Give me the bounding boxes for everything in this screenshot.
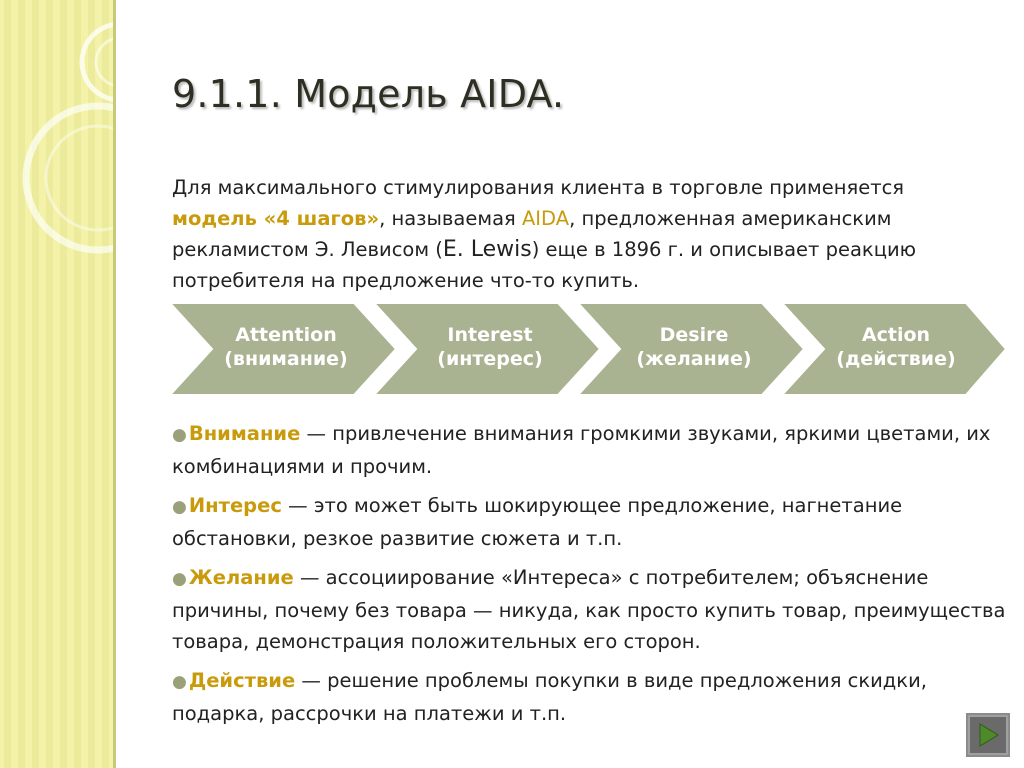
intro-text-1: Для максимального стимулирования клиента в торговле применяется — [172, 176, 905, 199]
chevron-interest — [374, 303, 600, 395]
decorative-circles — [0, 0, 113, 768]
chevron-attention — [170, 303, 396, 395]
bullet-dot-icon: ● — [172, 425, 187, 445]
play-arrow-icon — [974, 721, 1002, 749]
bullet-text: — ассоциирование «Интереса» с потребителем; объяснение причины, почему без товара — никуда, как просто купить товар, преимущества товара, демонстрация положительных его сторон. — [172, 566, 1006, 653]
bullet-text: — это может быть шокирующее предложение, нагнетание обстановки, резкое развитие сюжета и т.п. — [172, 494, 903, 550]
intro-aida: AIDA — [521, 207, 570, 230]
aida-process-diagram — [168, 303, 1008, 395]
step-en-label: Attention — [235, 324, 337, 346]
aida-bullet-list — [172, 418, 1022, 737]
step-ru-label: (внимание) — [224, 348, 348, 370]
chevron-desire — [578, 303, 804, 395]
intro-highlight: модель «4 шагов» — [172, 207, 380, 230]
list-item — [172, 665, 1022, 729]
bullet-term: Внимание — [188, 422, 301, 445]
list-item — [172, 562, 1022, 657]
step-en-label: Interest — [447, 324, 533, 346]
bullet-text: — привлечение внимания громкими звуками, яркими цветами, их комбинациями и прочим. — [172, 422, 991, 478]
intro-text-2: , называемая — [379, 207, 522, 230]
step-ru-label: (интерес) — [437, 348, 543, 370]
intro-text-4: ) еще в 1896 г. и описывает реакцию потребителя на предложение что-то купить. — [172, 238, 917, 292]
bullet-dot-icon: ● — [172, 672, 187, 692]
step-ru-label: (действие) — [836, 348, 956, 370]
intro-paragraph — [172, 172, 972, 296]
bullet-term: Желание — [188, 566, 294, 589]
bullet-text: — решение проблемы покупки в виде предложения скидки, подарка, рассрочки на платежи и т.п. — [172, 669, 927, 725]
step-ru-label: (желание) — [636, 348, 752, 370]
intro-text-3: , предложенная американским рекламистом Э. Левисом ( — [172, 207, 892, 261]
decorative-sidebar — [0, 0, 116, 768]
bullet-term: Действие — [188, 669, 296, 692]
chevron-action — [782, 303, 1006, 395]
step-en-label: Action — [861, 324, 931, 346]
slide-title: 9.1.1. Модель AIDA. — [172, 72, 565, 116]
bullet-term: Интерес — [188, 494, 282, 517]
list-item — [172, 490, 1022, 554]
bullet-dot-icon: ● — [172, 497, 187, 517]
next-slide-button[interactable] — [966, 713, 1010, 757]
step-en-label: Desire — [659, 324, 729, 346]
list-item — [172, 418, 1022, 482]
intro-lewis: E. Lewis — [442, 237, 532, 262]
bullet-dot-icon: ● — [172, 569, 187, 589]
